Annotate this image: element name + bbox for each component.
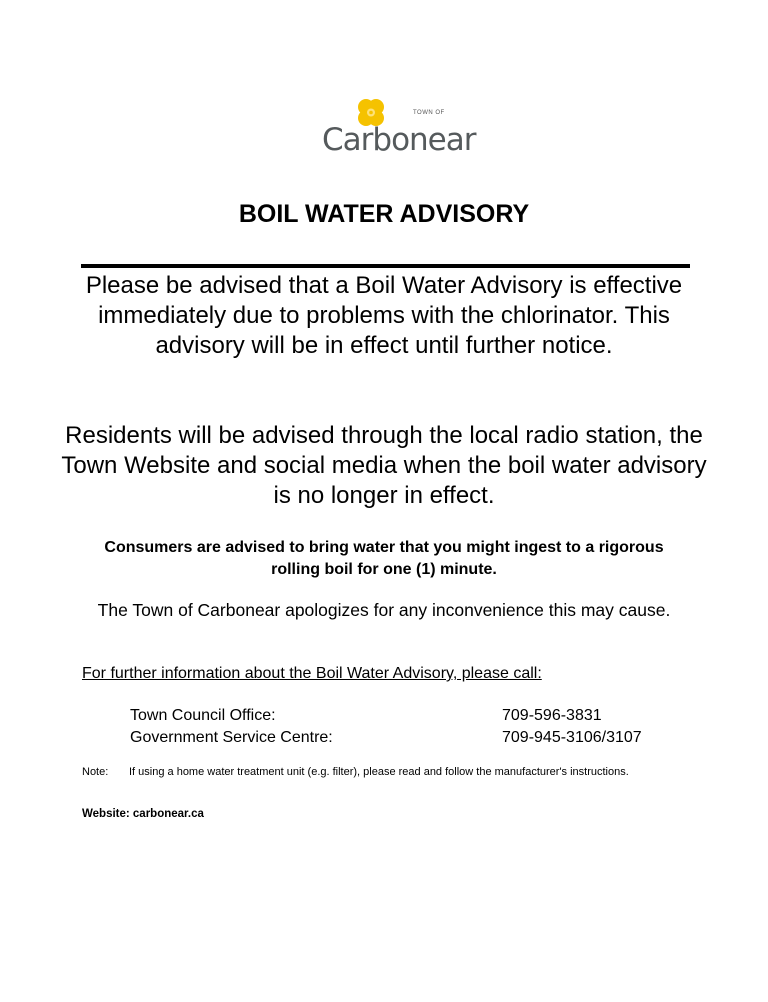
contact-label: Town Council Office: bbox=[130, 707, 276, 724]
apology-text: The Town of Carbonear apologizes for any inconvenience this may cause. bbox=[97, 600, 671, 620]
logo-town-of: TOWN OF bbox=[413, 110, 445, 116]
page-title: BOIL WATER ADVISORY bbox=[238, 200, 530, 228]
website-text: Website: carbonear.ca bbox=[82, 808, 204, 820]
note-text: If using a home water treatment unit (e.g. filter), please read and follow the manufacturer's instructions. bbox=[129, 766, 629, 778]
contact-row bbox=[130, 729, 642, 747]
contact-phone: 709-945-3106/3107 bbox=[502, 729, 642, 746]
contact-row bbox=[130, 707, 602, 725]
boil-instructions: Consumers are advised to bring water that you might ingest to a rigorous rolling boil for one (1) minute. bbox=[104, 539, 664, 578]
title-divider bbox=[81, 264, 690, 268]
info-heading: For further information about the Boil Water Advisory, please call: bbox=[82, 665, 542, 682]
contact-label: Government Service Centre: bbox=[130, 729, 333, 746]
note-label: Note: bbox=[82, 766, 109, 778]
town-logo bbox=[320, 96, 476, 158]
contact-phone: 709-596-3831 bbox=[502, 707, 602, 724]
advisory-paragraph: Please be advised that a Boil Water Advisory is effective immediately due to problems with the chlorinator. This advisory will be in effect until further notice. bbox=[85, 272, 683, 359]
logo-name: Carbonear bbox=[322, 122, 476, 158]
residents-paragraph: Residents will be advised through the local radio station, the Town Website and social media when the boil water advisory is no longer in effect. bbox=[61, 422, 707, 509]
